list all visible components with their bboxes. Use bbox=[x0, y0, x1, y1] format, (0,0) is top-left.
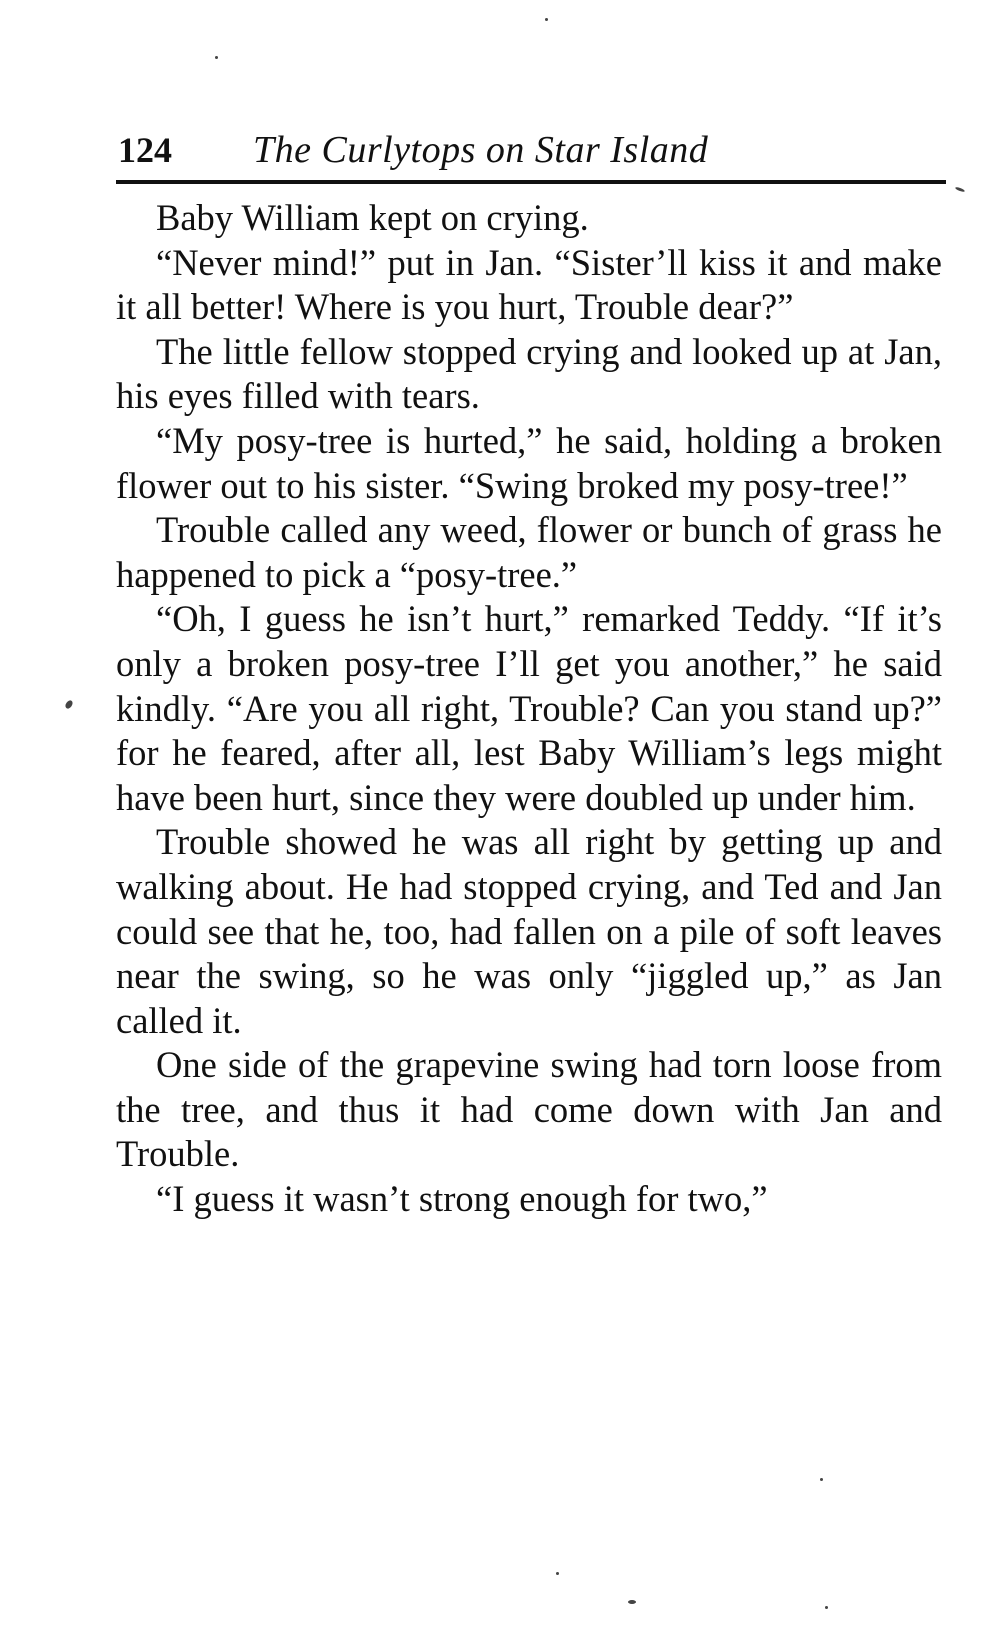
scan-speck bbox=[825, 1606, 828, 1609]
scan-speck bbox=[556, 1572, 559, 1575]
scan-speck bbox=[64, 699, 74, 710]
scan-speck bbox=[955, 186, 965, 192]
paragraph: “Oh, I guess he isn’t hurt,” remarked Teddy. “If it’s only a broken posy-tree I’ll get you another,” he said kindly. “Are you all right, Trouble? Can you stand up?” for he feared, after all, lest Baby William’s legs might have been hurt, since they were doubled up under him. bbox=[116, 598, 942, 818]
running-title: The Curlytops on Star Island bbox=[253, 129, 709, 171]
page-header bbox=[118, 124, 944, 176]
paragraph: “Never mind!” put in Jan. “Sister’ll kiss it and make it all better! Where is you hurt, Trouble dear?” bbox=[116, 241, 942, 328]
paragraph: “My posy-tree is hurted,” he said, holding a broken flower out to his sister. “Swing broked my posy-tree!” bbox=[116, 419, 942, 506]
scan-speck bbox=[545, 18, 548, 21]
page-number: 124 bbox=[118, 130, 172, 170]
scan-speck bbox=[628, 1600, 636, 1604]
scan-speck bbox=[820, 1478, 823, 1481]
body-text bbox=[116, 196, 942, 1222]
paragraph: The little fellow stopped crying and looked up at Jan, his eyes filled with tears. bbox=[116, 330, 942, 417]
paragraph: One side of the grapevine swing had torn loose from the tree, and thus it had come down with Jan and Trouble. bbox=[116, 1044, 942, 1175]
paragraph: “I guess it wasn’t strong enough for two,” bbox=[156, 1178, 768, 1220]
paragraph: Trouble called any weed, flower or bunch of grass he happened to pick a “posy-tree.” bbox=[116, 509, 942, 595]
paragraph: Trouble showed he was all right by getting up and walking about. He had stopped crying, and Ted and Jan could see that he, too, had fallen on a pile of soft leaves near the swing, so he was only “jiggled up,” as Jan called it. bbox=[116, 821, 942, 1041]
scan-speck bbox=[215, 56, 218, 59]
paragraph: Baby William kept on crying. bbox=[156, 197, 589, 238]
header-rule bbox=[116, 180, 946, 184]
